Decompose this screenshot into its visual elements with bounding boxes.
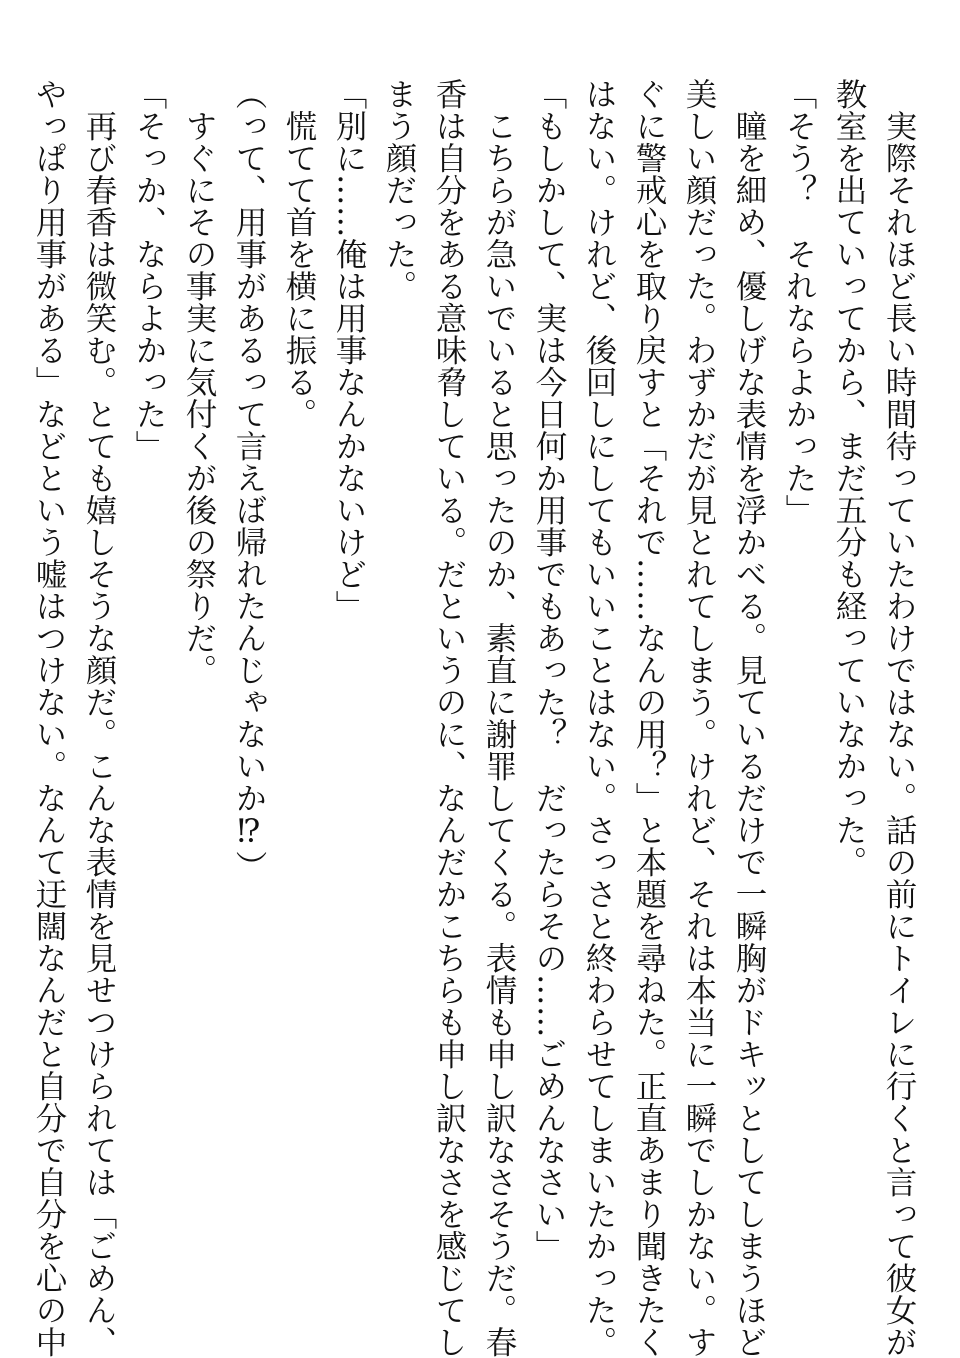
text-line: 教室を出ていってから、まだ五分も経っていなかった。 <box>831 78 867 878</box>
text-line: やっぱり用事がある」などという嘘はつけない。なんて迂闊なんだと自分で自分を心の中 <box>31 78 67 1358</box>
text-line: まう顔だった。 <box>381 78 417 302</box>
text-line: 美しい顔だった。わずかだが見とれてしまう。けれど、それは本当に一瞬でしかない。す <box>681 78 717 1358</box>
text-line: （って、用事があるって言えば帰れたんじゃないか⁉） <box>231 78 267 883</box>
text-line: 慌てて首を横に振る。 <box>281 78 317 430</box>
text-line: はない。けれど、後回しにしてもいいことはない。さっさと終わらせてしまいたかった。 <box>581 78 617 1358</box>
text-line: 「別に……俺は用事なんかないけど」 <box>331 78 367 622</box>
text-line: 実際それほど長い時間待っていたわけではない。話の前にトイレに行くと言って彼女が <box>881 78 917 1358</box>
text-line: 再び春香は微笑む。とても嬉しそうな顔だ。こんな表情を見せつけられては「ごめん、 <box>81 78 117 1358</box>
text-line: 香は自分をある意味脅している。だというのに、なんだかこちらも申し訳なさを感じてし <box>431 78 467 1358</box>
text-line: 「そっか、ならよかった」 <box>131 78 167 462</box>
text-line: ぐに警戒心を取り戻すと「それで……なんの用？」と本題を尋ねた。正直あまり聞きたく <box>631 78 667 1358</box>
text-line: 瞳を細め、優しげな表情を浮かべる。見ているだけで一瞬胸がドキッとしてしまうほど <box>731 78 767 1358</box>
text-line: 「そう？ それならよかった」 <box>781 78 817 526</box>
text-line: 「もしかして、実は今日何か用事でもあった？ だったらその……ごめんなさい」 <box>531 78 567 1262</box>
text-line: すぐにその事実に気付くが後の祭りだ。 <box>181 78 217 686</box>
vertical-text-block <box>24 78 924 1358</box>
text-line: こちらが急いでいると思ったのか、素直に謝罪してくる。表情も申し訳なさそうだ。春 <box>481 78 517 1358</box>
